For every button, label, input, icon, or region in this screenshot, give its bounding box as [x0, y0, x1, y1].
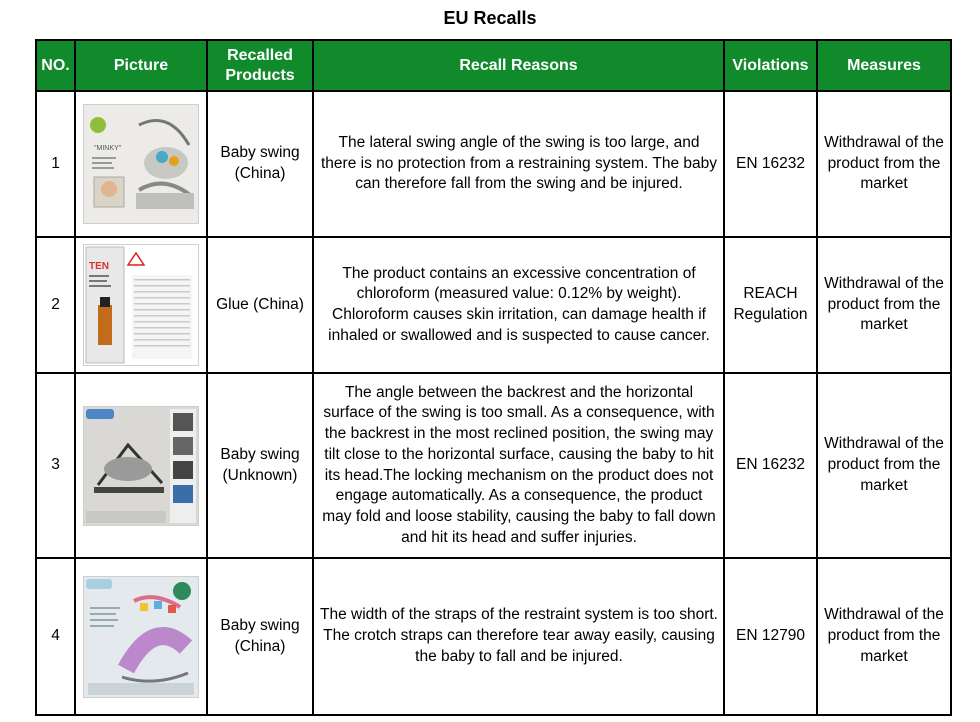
header-no: NO. — [36, 40, 75, 91]
glue-illustration — [84, 245, 198, 365]
product-name: Baby swing (China) — [207, 558, 313, 715]
product-name: Glue (China) — [207, 237, 313, 373]
header-violations: Violations — [724, 40, 817, 91]
table-row — [36, 558, 951, 715]
minky-label: "MINKY" — [94, 145, 122, 152]
picture-cell — [75, 373, 207, 558]
baby-swing-photo — [83, 406, 199, 526]
row-number: 1 — [36, 91, 75, 237]
recall-reason: The width of the straps of the restraint system is too short. The crotch straps can therefore tear away easily, causing the baby to fall and be injured. — [313, 558, 724, 715]
row-number: 4 — [36, 558, 75, 715]
page-title: EU Recalls — [443, 8, 537, 28]
picture-cell — [75, 558, 207, 715]
row-number: 2 — [36, 237, 75, 373]
violation: EN 16232 — [724, 373, 817, 558]
measure: Withdrawal of the product from the market — [817, 558, 951, 715]
header-measures: Measures — [817, 40, 951, 91]
measure: Withdrawal of the product from the market — [817, 91, 951, 237]
violation: REACH Regulation — [724, 237, 817, 373]
violation: EN 12790 — [724, 558, 817, 715]
row-number: 3 — [36, 373, 75, 558]
glue-photo — [83, 244, 199, 366]
picture-cell — [75, 91, 207, 237]
picture-cell — [75, 237, 207, 373]
recalls-table — [35, 39, 952, 716]
baby-rocker-illustration — [84, 577, 198, 697]
table-row — [36, 91, 951, 237]
measure: Withdrawal of the product from the market — [817, 373, 951, 558]
baby-swing-illustration — [84, 407, 198, 525]
recall-reason: The product contains an excessive concentration of chloroform (measured value: 0.12% by weight). Chloroform causes skin irritation, can damage health if inhaled or swallowed and is suspected to cause cancer. — [313, 237, 724, 373]
recall-reason: The lateral swing angle of the swing is too large, and there is no protection from a restraining system. The baby can therefore fall from the swing and be injured. — [313, 91, 724, 237]
violation: EN 16232 — [724, 91, 817, 237]
header-row — [36, 40, 951, 91]
recall-reason: The angle between the backrest and the horizontal surface of the swing is too small. As a consequence, with the backrest in the most reclined position, the swing may tilt close to the horizontal surface, causing the baby to hit its head.The locking mechanism on the product does not engage automatically. As a consequence, the product may fold and loose stability, causing the baby to fall down and hit its head and suffer injuries. — [313, 373, 724, 558]
table-row — [36, 373, 951, 558]
header-reasons: Recall Reasons — [313, 40, 724, 91]
header-products: Recalled Products — [207, 40, 313, 91]
glue-brand-label: TEN — [89, 261, 109, 272]
product-name: Baby swing (Unknown) — [207, 373, 313, 558]
baby-swing-illustration — [84, 105, 198, 223]
product-name: Baby swing (China) — [207, 91, 313, 237]
table-row — [36, 237, 951, 373]
header-picture: Picture — [75, 40, 207, 91]
measure: Withdrawal of the product from the market — [817, 237, 951, 373]
baby-swing-photo — [83, 104, 199, 224]
baby-swing-photo — [83, 576, 199, 698]
